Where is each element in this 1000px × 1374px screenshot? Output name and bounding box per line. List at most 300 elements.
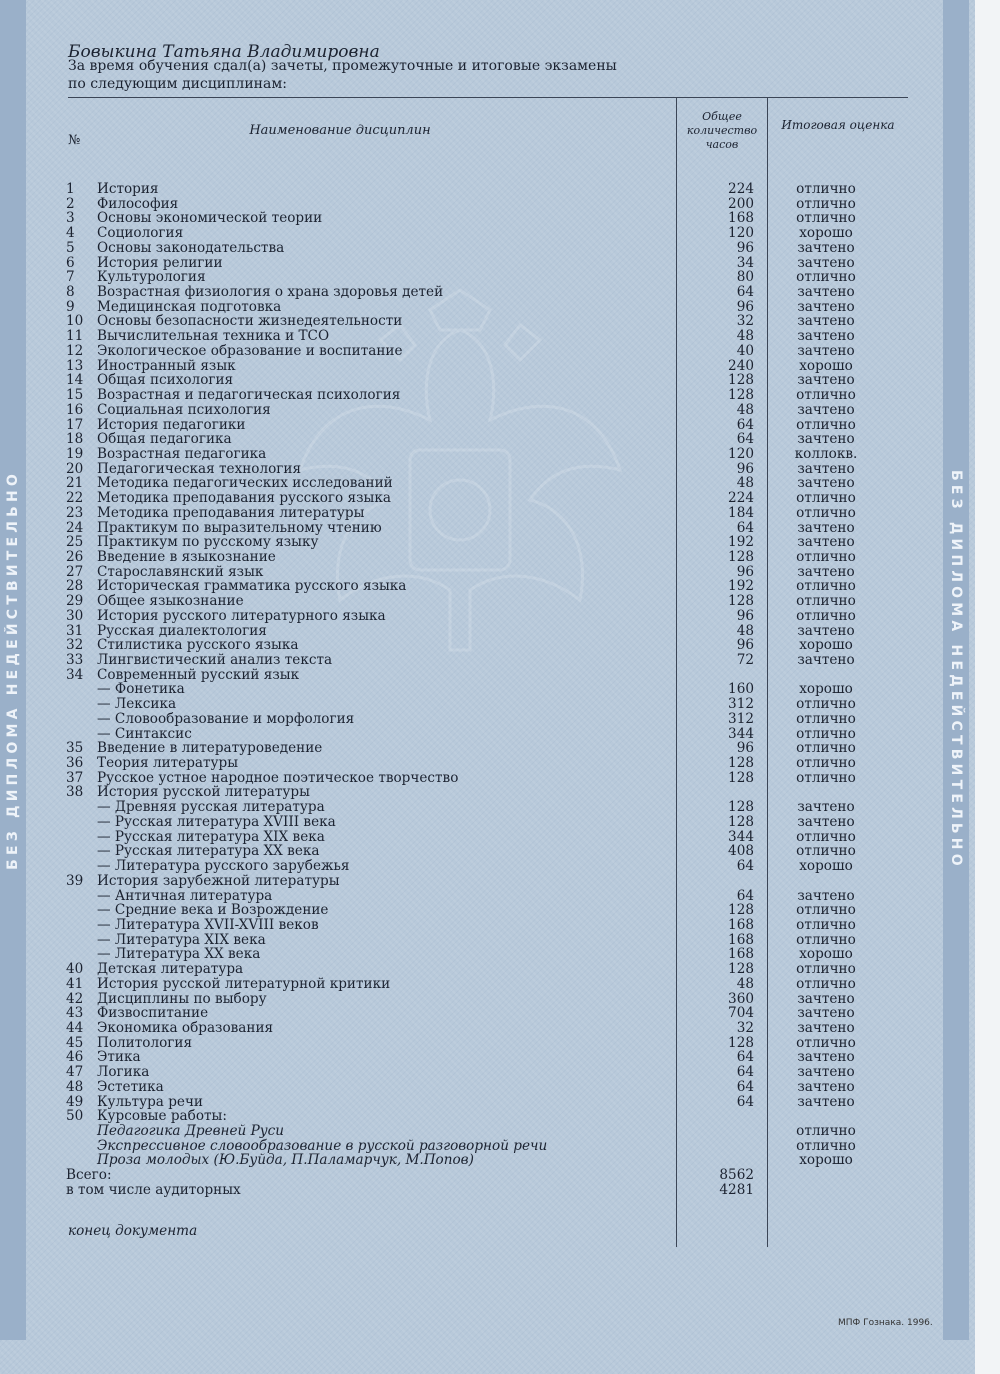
- hours-value: 224: [728, 181, 754, 197]
- row-number: 6: [66, 254, 75, 271]
- discipline-name: История зарубежной литературы: [97, 872, 340, 889]
- column-header-number: №: [68, 133, 81, 148]
- grade-value: отлично: [796, 975, 856, 992]
- table-row: [0, 756, 975, 771]
- hours-value: 64: [736, 431, 754, 448]
- discipline-name: Вычислительная техника и ТСО: [97, 328, 330, 345]
- hours-value: 128: [728, 372, 754, 389]
- grade-value: хорошо: [799, 1152, 853, 1169]
- grade-value: зачтено: [797, 298, 855, 315]
- hours-value: 704: [728, 1005, 754, 1022]
- table-row: [0, 565, 975, 580]
- grade-value: хорошо: [799, 946, 853, 963]
- grade-value: зачтено: [797, 1064, 855, 1081]
- hours-value: 48: [736, 622, 754, 639]
- table-row: [0, 1109, 975, 1124]
- row-number: 1: [66, 181, 75, 197]
- discipline-name: Общая психология: [97, 372, 234, 389]
- table-row: [0, 653, 975, 668]
- hours-value: 96: [736, 298, 754, 315]
- table-row: [0, 226, 975, 241]
- header-intro-line: За время обучения сдал(а) зачеты, промежуточные и итоговые экзамены: [68, 58, 617, 74]
- row-number: 28: [66, 578, 84, 595]
- grade-value: отлично: [796, 490, 856, 507]
- grade-value: отлично: [796, 269, 856, 286]
- discipline-name: Культурология: [97, 269, 206, 286]
- grade-value: зачтено: [797, 475, 855, 492]
- table-row: [0, 815, 975, 830]
- hours-value: 224: [728, 490, 754, 507]
- printer-imprint: МПФ Гознака. 1996.: [838, 1318, 933, 1328]
- hours-value: 64: [736, 887, 754, 904]
- discipline-name: Педагогическая технология: [97, 460, 302, 477]
- table-row: [0, 859, 975, 874]
- discipline-name: Старославянский язык: [97, 563, 264, 580]
- grade-value: отлично: [796, 548, 856, 565]
- discipline-name: Философия: [97, 195, 179, 212]
- hours-value: 408: [728, 843, 754, 860]
- grade-value: зачтено: [797, 342, 855, 359]
- hours-value: 128: [728, 548, 754, 565]
- grade-value: хорошо: [799, 681, 853, 698]
- table-row: [0, 476, 975, 491]
- hours-value: 168: [728, 916, 754, 933]
- hours-value: 32: [736, 313, 754, 330]
- discipline-name: Современный русский язык: [97, 666, 300, 683]
- grade-value: отлично: [796, 210, 856, 227]
- grade-value: коллокв.: [794, 445, 858, 462]
- hours-value: 128: [728, 769, 754, 786]
- discipline-name: — Древняя русская литература: [97, 799, 325, 816]
- hours-value: 128: [728, 813, 754, 830]
- grade-value: хорошо: [799, 225, 853, 242]
- table-row: [0, 830, 975, 845]
- grade-value: хорошо: [799, 858, 853, 875]
- table-row: [0, 241, 975, 256]
- discipline-name: Введение в языкознание: [97, 548, 276, 565]
- grade-value: зачтено: [797, 887, 855, 904]
- row-number: 16: [66, 401, 84, 418]
- row-number: 40: [66, 961, 84, 978]
- table-row: [0, 727, 975, 742]
- table-row: [0, 1080, 975, 1095]
- table-row: [0, 741, 975, 756]
- table-row: [0, 844, 975, 859]
- row-number: 21: [66, 475, 84, 492]
- table-row: [0, 1006, 975, 1021]
- table-row: [0, 506, 975, 521]
- end-of-document-note: конец документа: [68, 1223, 198, 1239]
- discipline-name: Основы законодательства: [97, 239, 285, 256]
- discipline-name: — Русская литература XIX века: [97, 828, 325, 845]
- discipline-name: Возрастная педагогика: [97, 445, 267, 462]
- discipline-name: Социология: [97, 225, 184, 242]
- discipline-name: Этика: [97, 1049, 141, 1066]
- discipline-name: Медицинская подготовка: [97, 298, 282, 315]
- hours-value: 80: [736, 269, 754, 286]
- hours-value: 64: [736, 416, 754, 433]
- row-number: 17: [66, 416, 84, 433]
- table-row: [0, 992, 975, 1007]
- hours-value: 48: [736, 975, 754, 992]
- discipline-name: Возрастная и педагогическая психология: [97, 387, 401, 404]
- column-header-discipline: Наименование дисциплин: [249, 123, 431, 138]
- disciplines-table: [0, 182, 975, 1198]
- grade-value: хорошо: [799, 357, 853, 374]
- hours-value: 192: [728, 534, 754, 551]
- hours-value: 128: [728, 902, 754, 919]
- discipline-name: Теория литературы: [97, 755, 239, 772]
- hours-value: 64: [736, 858, 754, 875]
- row-number: 8: [66, 284, 75, 301]
- grade-value: зачтено: [797, 799, 855, 816]
- grade-value: отлично: [796, 195, 856, 212]
- discipline-name: — Русская литература XVIII века: [97, 813, 336, 830]
- grade-value: зачтено: [797, 313, 855, 330]
- grade-value: отлично: [796, 902, 856, 919]
- grade-value: зачтено: [797, 284, 855, 301]
- row-number: 3: [66, 210, 75, 227]
- hours-value: 32: [736, 1019, 754, 1036]
- row-number: 50: [66, 1108, 84, 1125]
- table-row: [0, 962, 975, 977]
- grade-value: отлично: [796, 696, 856, 713]
- table-row: [0, 771, 975, 786]
- discipline-name: Культура речи: [97, 1093, 203, 1110]
- table-row: [0, 1065, 975, 1080]
- row-number: 15: [66, 387, 84, 404]
- right-band-text: БЕЗ ДИПЛОМА НЕДЕЙСТВИТЕЛЬНО: [948, 470, 964, 870]
- row-number: 11: [66, 328, 84, 345]
- table-row: [0, 903, 975, 918]
- hours-value: 64: [736, 1078, 754, 1095]
- row-number: 45: [66, 1034, 84, 1051]
- table-row: [0, 668, 975, 683]
- hours-value: 48: [736, 328, 754, 345]
- table-row: [0, 256, 975, 271]
- auditory-label: в том числе аудиторных: [66, 1181, 241, 1198]
- table-row: [0, 800, 975, 815]
- grade-value: зачтено: [797, 534, 855, 551]
- grade-value: отлично: [796, 593, 856, 610]
- table-row: [0, 388, 975, 403]
- row-number: 36: [66, 755, 84, 772]
- hours-value: 312: [728, 696, 754, 713]
- table-row: [0, 344, 975, 359]
- hours-value: 64: [736, 1049, 754, 1066]
- grade-value: зачтено: [797, 1078, 855, 1095]
- table-row: [0, 521, 975, 536]
- table-row: [0, 682, 975, 697]
- hours-value: 360: [728, 990, 754, 1007]
- hours-value: 120: [728, 225, 754, 242]
- hours-value: 168: [728, 946, 754, 963]
- discipline-name: Историческая грамматика русского языка: [97, 578, 407, 595]
- hours-value: 184: [728, 504, 754, 521]
- discipline-name: Практикум по русскому языку: [97, 534, 319, 551]
- discipline-name: Общее языкознание: [97, 593, 244, 610]
- hours-value: 96: [736, 239, 754, 256]
- discipline-name: — Литература XIX века: [97, 931, 266, 948]
- table-row: [0, 447, 975, 462]
- row-number: 37: [66, 769, 84, 786]
- discipline-name: Стилистика русского языка: [97, 637, 299, 654]
- table-row: [0, 874, 975, 889]
- grade-value: зачтено: [797, 1005, 855, 1022]
- auditory-row: [0, 1183, 975, 1198]
- table-row: [0, 609, 975, 624]
- column-header-grade: Итоговая оценка: [781, 118, 895, 132]
- hours-value: 344: [728, 828, 754, 845]
- discipline-name: История: [97, 181, 159, 197]
- table-row: [0, 1095, 975, 1110]
- grade-value: зачтено: [797, 1019, 855, 1036]
- discipline-name: Детская литература: [97, 961, 244, 978]
- row-number: 4: [66, 225, 75, 242]
- table-row: [0, 1153, 975, 1168]
- hours-value: 96: [736, 460, 754, 477]
- grade-value: отлично: [796, 387, 856, 404]
- hours-value: 120: [728, 445, 754, 462]
- row-number: 7: [66, 269, 75, 286]
- grade-value: зачтено: [797, 990, 855, 1007]
- row-number: 18: [66, 431, 84, 448]
- grade-value: отлично: [796, 1034, 856, 1051]
- row-number: 13: [66, 357, 84, 374]
- table-row: [0, 270, 975, 285]
- grade-value: отлично: [796, 843, 856, 860]
- hours-value: 64: [736, 519, 754, 536]
- discipline-name: Практикум по выразительному чтению: [97, 519, 382, 536]
- grade-value: отлично: [796, 725, 856, 742]
- grade-value: зачтено: [797, 328, 855, 345]
- hours-value: 96: [736, 607, 754, 624]
- discipline-name: Методика педагогических исследований: [97, 475, 393, 492]
- table-row: [0, 550, 975, 565]
- row-number: 22: [66, 490, 84, 507]
- table-row: [0, 197, 975, 212]
- discipline-name: — Литература русского зарубежья: [97, 858, 350, 875]
- discipline-name: — Русская литература XX века: [97, 843, 320, 860]
- grade-value: отлично: [796, 828, 856, 845]
- discipline-name: — Синтаксис: [97, 725, 192, 742]
- row-number: 26: [66, 548, 84, 565]
- student-name: Бовыкина Татьяна Владимировна: [68, 42, 380, 62]
- grade-value: отлично: [796, 416, 856, 433]
- auditory-hours: 4281: [719, 1181, 754, 1198]
- table-row: [0, 373, 975, 388]
- hours-value: 48: [736, 475, 754, 492]
- row-number: 33: [66, 652, 84, 668]
- hours-value: 128: [728, 1034, 754, 1051]
- table-row: [0, 285, 975, 300]
- hours-value: 344: [728, 725, 754, 742]
- table-row: [0, 697, 975, 712]
- discipline-name: Русское устное народное поэтическое творчество: [97, 769, 459, 786]
- grade-value: отлично: [796, 740, 856, 757]
- row-number: 48: [66, 1078, 84, 1095]
- grade-value: зачтено: [797, 239, 855, 256]
- grade-value: зачтено: [797, 622, 855, 639]
- hours-value: 168: [728, 210, 754, 227]
- discipline-name: Русская диалектология: [97, 622, 267, 639]
- discipline-name: Возрастная физиология о храна здоровья детей: [97, 284, 444, 301]
- grade-value: отлично: [796, 916, 856, 933]
- hours-value: 128: [728, 755, 754, 772]
- discipline-name: История русской литературной критики: [97, 975, 391, 992]
- table-row: [0, 785, 975, 800]
- header-rule: [68, 97, 908, 98]
- column-header-hours: Общее количество часов: [686, 110, 758, 151]
- discipline-name: Политология: [97, 1034, 193, 1051]
- discipline-name: Курсовые работы:: [97, 1108, 227, 1125]
- discipline-name: Логика: [97, 1064, 150, 1081]
- hours-value: 96: [736, 637, 754, 654]
- discipline-name: Лингвистический анализ текста: [97, 652, 333, 668]
- hours-value: 40: [736, 342, 754, 359]
- discipline-name: Общая педагогика: [97, 431, 232, 448]
- row-number: 12: [66, 342, 84, 359]
- total-hours: 8562: [719, 1167, 754, 1184]
- discipline-name: Экономика образования: [97, 1019, 274, 1036]
- hours-value: 64: [736, 284, 754, 301]
- row-number: 5: [66, 239, 75, 256]
- table-row: [0, 638, 975, 653]
- table-row: [0, 300, 975, 315]
- hours-value: 128: [728, 387, 754, 404]
- hours-value: 128: [728, 593, 754, 610]
- hours-value: 34: [736, 254, 754, 271]
- hours-value: 160: [728, 681, 754, 698]
- table-row: [0, 889, 975, 904]
- table-row: [0, 418, 975, 433]
- grade-value: отлично: [796, 578, 856, 595]
- table-row: [0, 712, 975, 727]
- grade-value: отлично: [796, 1137, 856, 1154]
- table-row: [0, 535, 975, 550]
- hours-value: 72: [736, 652, 754, 668]
- grade-value: отлично: [796, 181, 856, 197]
- row-number: 47: [66, 1064, 84, 1081]
- grade-value: зачтено: [797, 460, 855, 477]
- row-number: 10: [66, 313, 84, 330]
- table-row: [0, 1139, 975, 1154]
- table-row: [0, 403, 975, 418]
- row-number: 30: [66, 607, 84, 624]
- discipline-name: — Средние века и Возрождение: [97, 902, 329, 919]
- discipline-name: — Фонетика: [97, 681, 185, 698]
- table-row: [0, 491, 975, 506]
- discipline-name: Методика преподавания литературы: [97, 504, 365, 521]
- row-number: 39: [66, 872, 84, 889]
- row-number: 24: [66, 519, 84, 536]
- discipline-name: — Античная литература: [97, 887, 273, 904]
- discipline-name: Проза молодых (Ю.Буйда, П.Паламарчук, М.Попов): [97, 1152, 474, 1169]
- grade-value: отлично: [796, 710, 856, 727]
- row-number: 42: [66, 990, 84, 1007]
- header-intro-line-2: по следующим дисциплинам:: [68, 76, 287, 92]
- grade-value: зачтено: [797, 431, 855, 448]
- hours-value: 312: [728, 710, 754, 727]
- table-row: [0, 977, 975, 992]
- grade-value: зачтено: [797, 372, 855, 389]
- row-number: 43: [66, 1005, 84, 1022]
- discipline-name: Введение в литературоведение: [97, 740, 323, 757]
- hours-value: 168: [728, 931, 754, 948]
- row-number: 44: [66, 1019, 84, 1036]
- left-band-text: БЕЗ ДИПЛОМА НЕДЕЙСТВИТЕЛЬНО: [5, 470, 21, 870]
- grade-value: зачтено: [797, 652, 855, 668]
- hours-value: 128: [728, 799, 754, 816]
- grade-value: отлично: [796, 755, 856, 772]
- row-number: 31: [66, 622, 84, 639]
- grade-value: зачтено: [797, 254, 855, 271]
- row-number: 2: [66, 195, 75, 212]
- discipline-name: Дисциплины по выбору: [97, 990, 267, 1007]
- discipline-name: Эстетика: [97, 1078, 164, 1095]
- table-row: [0, 624, 975, 639]
- hours-value: 96: [736, 740, 754, 757]
- grade-value: зачтено: [797, 1049, 855, 1066]
- table-row: [0, 1021, 975, 1036]
- grade-value: зачтено: [797, 401, 855, 418]
- table-row: [0, 947, 975, 962]
- table-row: [0, 432, 975, 447]
- discipline-name: Иностранный язык: [97, 357, 236, 374]
- row-number: 49: [66, 1093, 84, 1110]
- table-row: [0, 918, 975, 933]
- discipline-name: Социальная психология: [97, 401, 271, 418]
- grade-value: отлично: [796, 607, 856, 624]
- discipline-name: История русского литературного языка: [97, 607, 386, 624]
- hours-value: 200: [728, 195, 754, 212]
- total-label: Всего:: [66, 1167, 112, 1184]
- row-number: 38: [66, 784, 84, 801]
- row-number: 23: [66, 504, 84, 521]
- row-number: 46: [66, 1049, 84, 1066]
- discipline-name: Основы экономической теории: [97, 210, 323, 227]
- row-number: 32: [66, 637, 84, 654]
- table-row: [0, 211, 975, 226]
- table-row: [0, 579, 975, 594]
- table-row: [0, 1036, 975, 1051]
- total-row: [0, 1168, 975, 1183]
- row-number: 25: [66, 534, 84, 551]
- table-row: [0, 1050, 975, 1065]
- discipline-name: История педагогики: [97, 416, 246, 433]
- row-number: 20: [66, 460, 84, 477]
- hours-value: 64: [736, 1064, 754, 1081]
- discipline-name: — Литература XX века: [97, 946, 261, 963]
- grade-value: отлично: [796, 1123, 856, 1139]
- discipline-name: Педагогика Древней Руси: [97, 1123, 285, 1139]
- row-number: 19: [66, 445, 84, 462]
- grade-value: отлично: [796, 961, 856, 978]
- discipline-name: — Лексика: [97, 696, 177, 713]
- discipline-name: История религии: [97, 254, 223, 271]
- hours-value: 128: [728, 961, 754, 978]
- discipline-name: — Литература XVII-XVIII веков: [97, 916, 319, 933]
- grade-value: зачтено: [797, 1093, 855, 1110]
- discipline-name: Основы безопасности жизнедеятельности: [97, 313, 403, 330]
- hours-value: 64: [736, 1093, 754, 1110]
- hours-value: 96: [736, 563, 754, 580]
- grade-value: зачтено: [797, 563, 855, 580]
- hours-value: 192: [728, 578, 754, 595]
- table-row: [0, 1124, 975, 1139]
- row-number: 29: [66, 593, 84, 610]
- table-row: [0, 594, 975, 609]
